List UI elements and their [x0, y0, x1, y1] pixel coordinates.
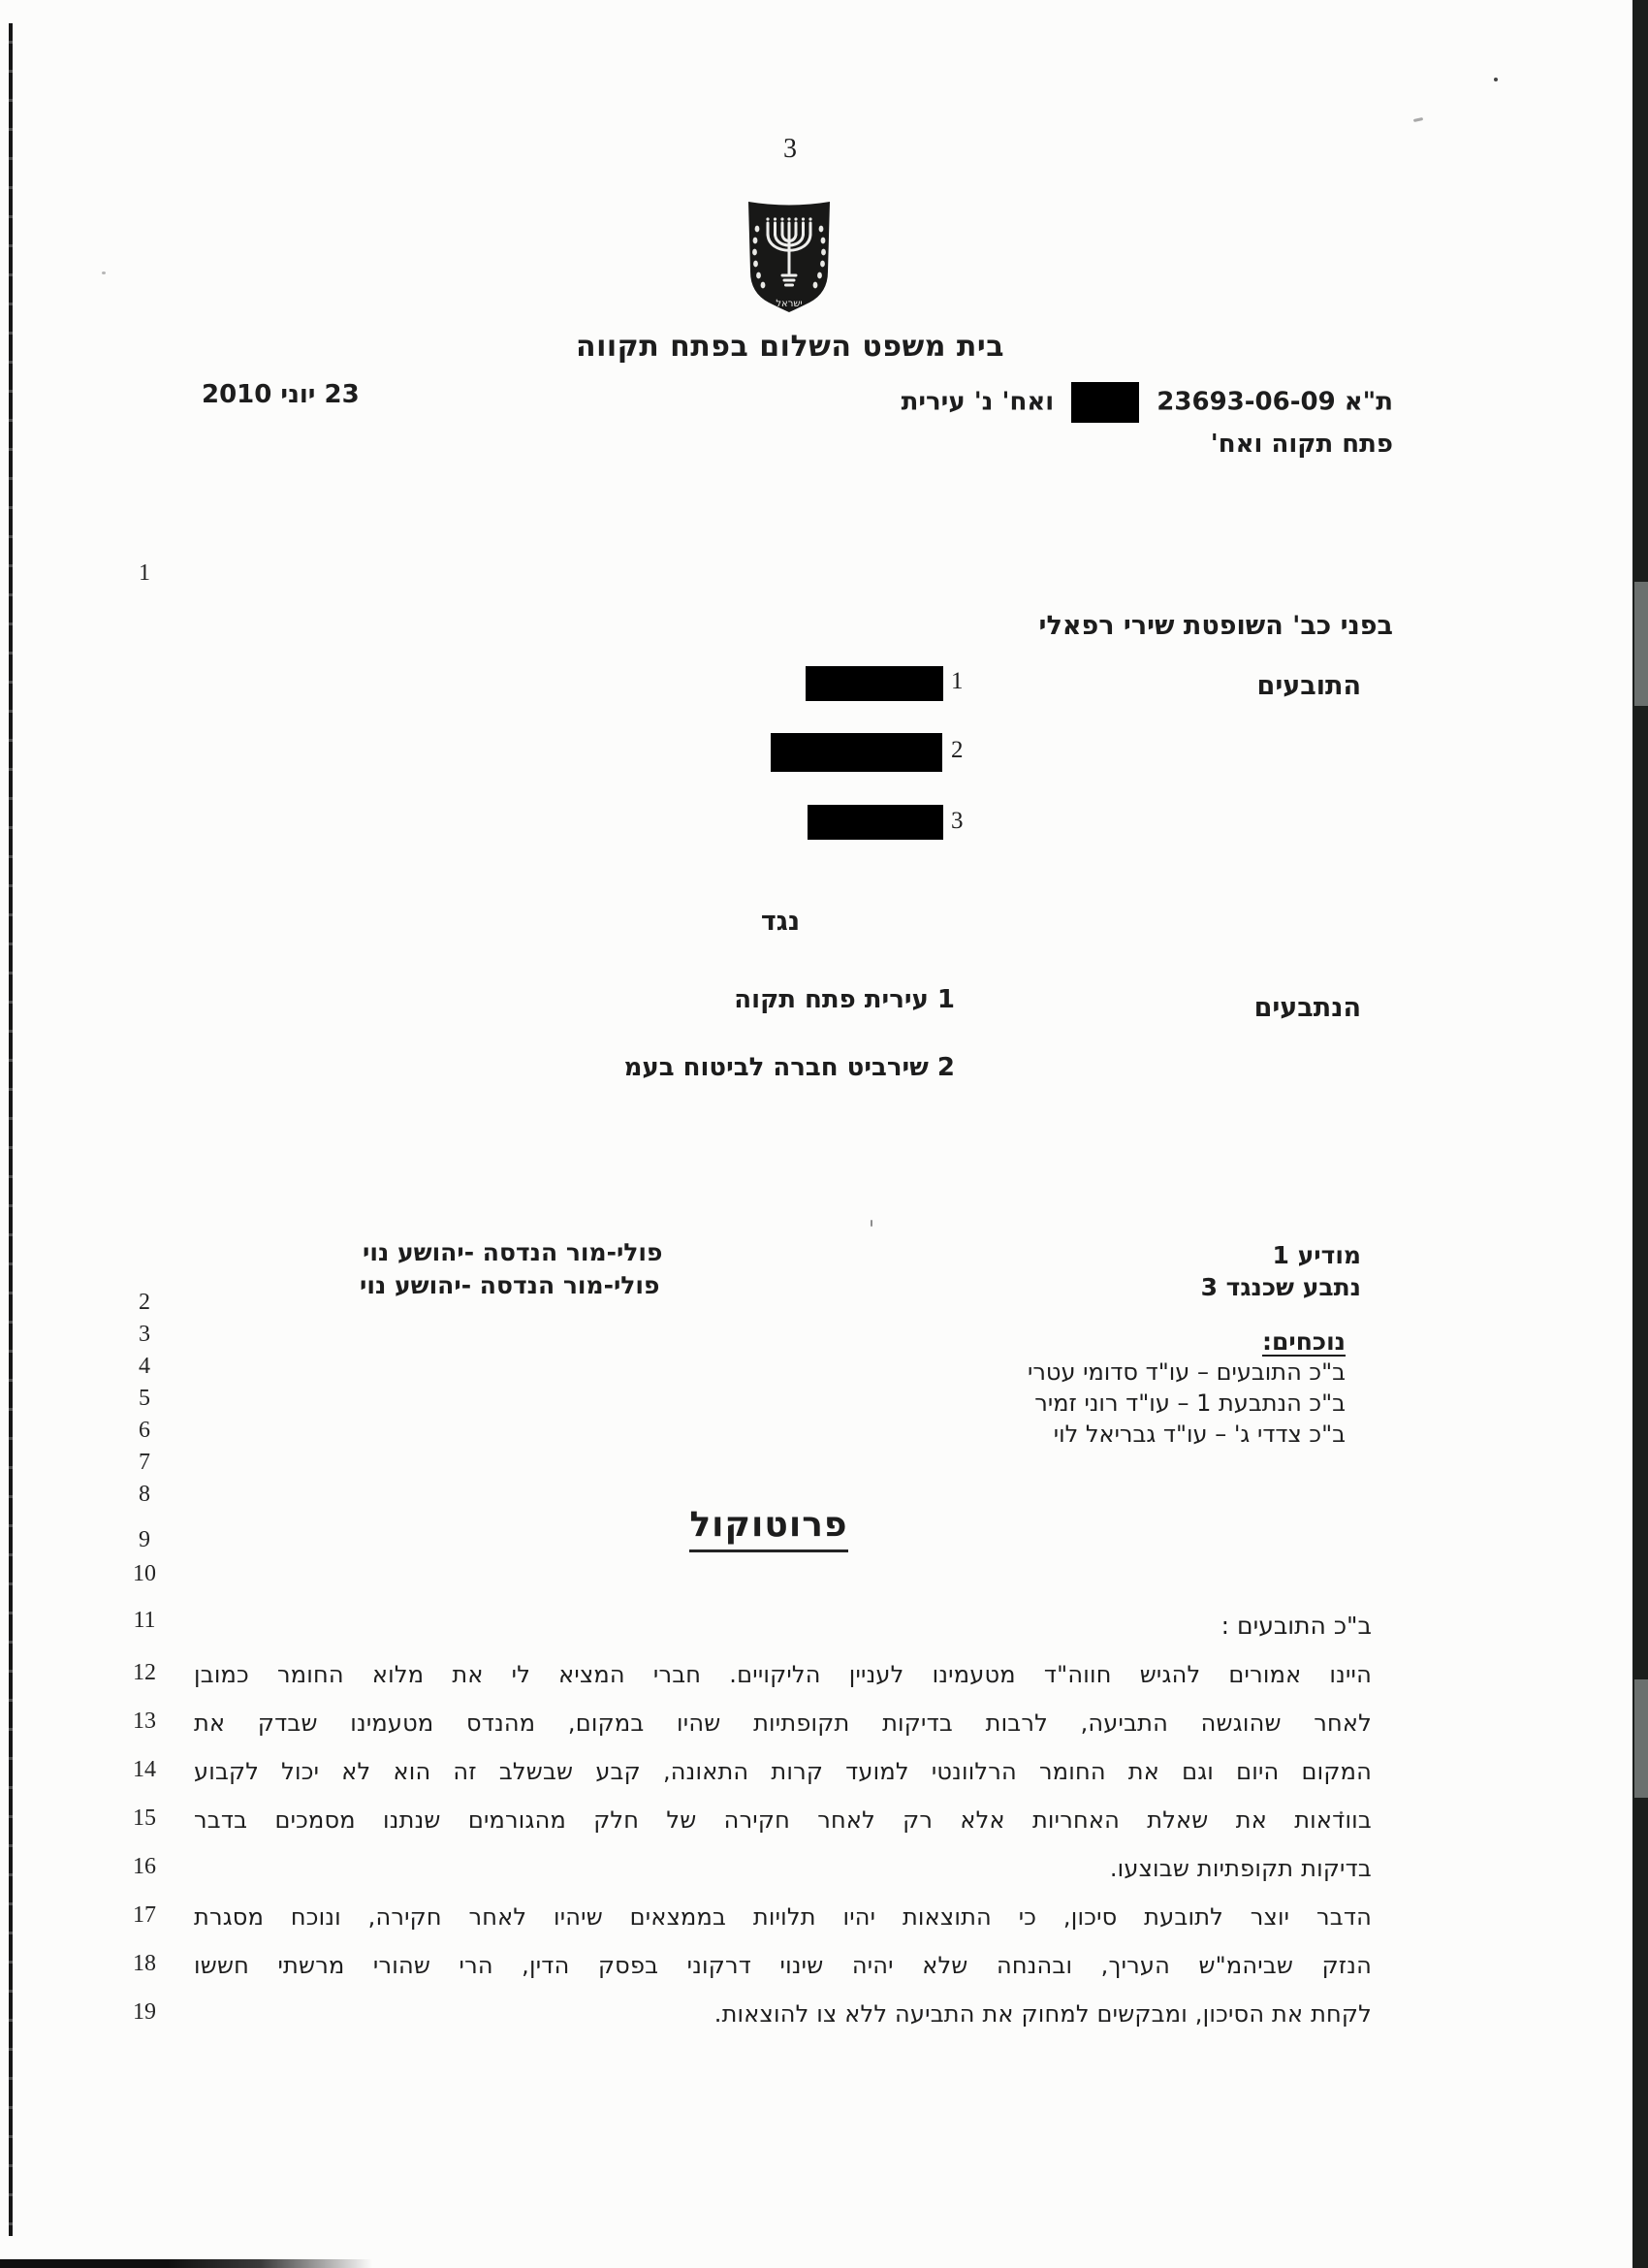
margin-line-number: 4 — [139, 1354, 150, 1379]
case-parties: ואח' נ' עירית — [901, 387, 1055, 417]
svg-text:ישראל: ישראל — [776, 299, 803, 309]
attendee-line: ב"כ הנתבעת 1 – עו"ד רוני זמיר — [1034, 1390, 1346, 1417]
margin-line-number: 19 — [133, 1999, 156, 2025]
plaintiff-number: 1 — [951, 668, 964, 694]
scan-right-edge-patch — [1634, 582, 1648, 706]
margin-line-number: 10 — [133, 1561, 156, 1586]
attendee-line: ב"כ התובעים – עו"ד סדומי עטרי — [1027, 1358, 1346, 1386]
page-number: 3 — [783, 134, 797, 164]
plaintiffs-label: התובעים — [1256, 671, 1361, 701]
protocol-text-line: בוודאות את שאלת האחריות אלא רק לאחר חקירה של חלק מהגורמים שנתנו מסמכים בדבר — [194, 1806, 1372, 1834]
scan-bottom-edge-bar — [0, 2259, 372, 2268]
protocol-heading-wrap — [672, 1505, 866, 1545]
plaintiff-number: 2 — [951, 737, 964, 763]
margin-line-number: 18 — [133, 1951, 156, 1976]
scan-speck — [871, 1220, 872, 1227]
margin-line-number: 15 — [133, 1805, 156, 1831]
redaction-box — [808, 805, 943, 840]
defendant-item: 2 שירביט חברה לביטוח בעמ — [623, 1053, 955, 1082]
notifier-row2-label: נתבע שכנגד 3 — [1200, 1273, 1361, 1301]
case-parties-line2: פתח תקוה ואח' — [1210, 430, 1393, 459]
margin-line-number: 7 — [139, 1450, 150, 1475]
margin-line-number: 6 — [139, 1418, 150, 1443]
defendants-label: הנתבעים — [1253, 993, 1361, 1023]
protocol-title: פרוטוקול — [689, 1505, 847, 1552]
redaction-box — [1071, 382, 1139, 423]
attendee-line: ב"כ צדדי ג' – עו"ד גבריאל לוי — [1053, 1421, 1346, 1448]
protocol-text-line: לאחר שהוגשה התביעה, לרבות בדיקות תקופתיות שהיו במקום, מהנדס מטעמינו שבדק את — [194, 1709, 1372, 1737]
redaction-box — [771, 733, 942, 772]
scan-left-edge-line — [9, 23, 13, 2236]
court-name: בית משפט השלום בפתח תקווה — [575, 330, 1005, 364]
versus-label: נגד — [760, 907, 801, 937]
judge-line: בפני כב' השופטת שירי רפאלי — [1038, 611, 1393, 641]
margin-line-number: 8 — [139, 1482, 150, 1507]
defendant-item: 1 עירית פתח תקוה — [734, 985, 955, 1014]
margin-line-number: 1 — [139, 560, 150, 586]
margin-line-number: 11 — [133, 1608, 156, 1633]
scan-speck — [102, 272, 106, 274]
notifier-row1-value: פולי-מור הנדסה -יהושע נוי — [363, 1238, 663, 1266]
case-number: ת"א 23693-06-09 — [1157, 387, 1393, 417]
notifier-row2-value: פולי-מור הנדסה -יהושע נוי — [360, 1271, 660, 1299]
margin-line-number: 14 — [133, 1757, 156, 1782]
protocol-text-line: המקום היום וגם את החומר הרלוונטי למועד קרות התאונה, קבע שבשלב זה הוא לא יכול לקבוע — [194, 1758, 1372, 1785]
speaker-label: ב"כ התובעים : — [1220, 1612, 1372, 1640]
margin-line-number: 17 — [133, 1902, 156, 1928]
plaintiff-number: 3 — [951, 808, 964, 834]
scan-speck — [1494, 78, 1498, 81]
redaction-box — [806, 666, 943, 701]
case-number-line — [902, 382, 1393, 423]
scan-speck — [1413, 117, 1423, 122]
scan-right-edge-patch — [1634, 1679, 1648, 1798]
protocol-text-line: הדבר יוצר לתובעת סיכון, כי התוצאות יהיו תלויות בממצאים שיהיו לאחר חקירה, ונוכח מסגרת — [194, 1903, 1372, 1931]
protocol-text-line: היינו אמורים להגיש חווה"ד מטעמינו לעניין הליקויים. חברי המציא לי את מלוא החומר כמובן — [194, 1661, 1372, 1688]
attendees-title: נוכחים: — [1261, 1327, 1346, 1356]
margin-line-number: 5 — [139, 1386, 150, 1411]
israel-emblem-icon — [739, 198, 840, 316]
protocol-text-line: הנזק שביהמ"ש העריך, ובהנחה שלא יהיה שינוי דרקוני בפסק הדין, הרי שהורי מרשתי חששו — [194, 1952, 1372, 1979]
margin-line-number: 12 — [133, 1660, 156, 1685]
protocol-text-line: לקחת את הסיכון, ומבקשים למחוק את התביעה ללא צו להוצאות. — [713, 2000, 1372, 2028]
scan-right-edge-band — [1632, 0, 1648, 2268]
margin-line-number: 13 — [133, 1709, 156, 1734]
margin-line-number: 16 — [133, 1854, 156, 1879]
notifier-row1-label: מודיע 1 — [1272, 1241, 1361, 1269]
protocol-text-line: בדיקות תקופתיות שבוצעו. — [1109, 1855, 1372, 1882]
margin-line-number: 9 — [139, 1527, 150, 1552]
margin-line-number: 3 — [139, 1322, 150, 1347]
margin-line-number: 2 — [139, 1290, 150, 1315]
hearing-date: 23 יוני 2010 — [202, 380, 360, 409]
